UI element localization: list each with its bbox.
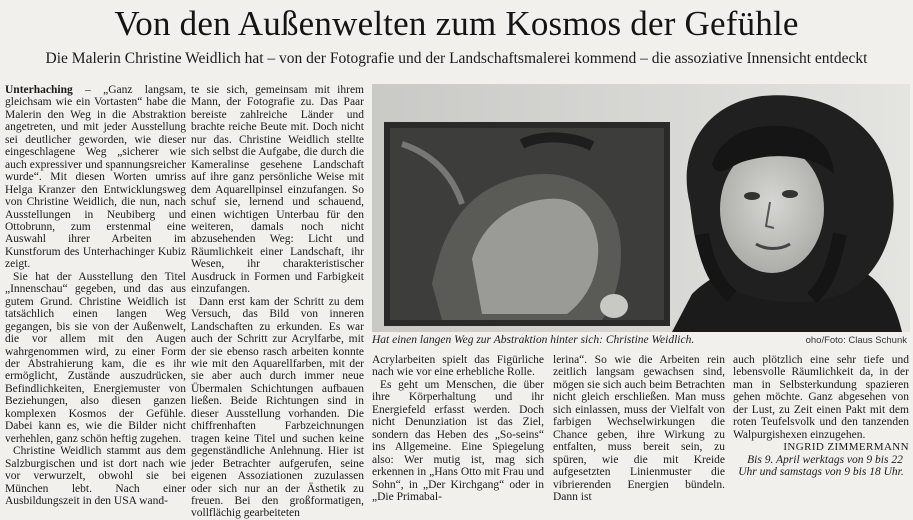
paragraph: auch plötzlich eine sehr tiefe und lebensvolle Räumlichkeit da, in der man in Selbsterkundung spazieren gehen möchte. Ganz abgesehen von der Lust, zu Zeit einen Pakt mit dem roten Teufelsvolk und den tanzenden Walpurgishexen einzugehen. (733, 354, 909, 441)
paragraph: Es geht um Menschen, die über ihre Körperhaltung und ihr Energiefeld erfasst werden. Doch nicht Denunziation ist das Ziel, sondern das Heben des „So-seins“ ins Allgemeine. Eine Spiegelung also: Wer mutig ist, mag sich erkennen in „Hans Otto mit Frau und Sohn“, in „Der Kirchgang“ oder in „Die Primabal- (372, 378, 544, 503)
subheadline: Die Malerin Christine Weidlich hat – von der Fotografie und der Landschaftsmalerei kommend – die assoziative Innensicht entdeckt (45, 50, 868, 67)
paragraph-text: – „Ganz langsam, gleichsam wie ein Vortasten“ habe die Malerin den Weg in die Abstraktion angetreten, und mit jeder Ausstellung sei deutlicher geworden, wie dieser eingeschlagene Weg „sicherer wie auch expressiver und spannungsreicher wurde“. Mit diesen Worten umriss Helga Kranzer den Entwicklungsweg von Christine Weidlich, die nun, nach Ausstellungen in Neubiberg und Ottobrunn, zum erstenmal eine Auswahl ihrer Arbeiten im Kunstforum des Unterhachinger Kubiz zeigt. (5, 84, 186, 271)
paragraph: lerina“. So wie die Arbeiten rein zeitlich langsam gewachsen sind, mögen sie sich auch beim Betrachten nicht gleich erschließen. Man muss sich einlassen, muss der Vielfalt von farbigen Wechselwirkungen die Chance geben, ihre Wirkung zu entfalten, muss bereit sein, zu spüren, wie die mit Kreide aufgesetzten Linienmuster die vibrierenden Energien bündeln. Dann ist (553, 354, 725, 503)
photo-caption: Hat einen langen Weg zur Abstraktion hinter sich: Christine Weidlich. (372, 334, 695, 346)
headline: Von den Außenwelten zum Kosmos der Gefühle (114, 4, 799, 43)
article-column-3 (372, 354, 544, 503)
article-column-2 (191, 84, 364, 520)
paragraph: Sie hat der Ausstellung den Titel „Innenschau“ gegeben, und das aus gutem Grund. Christine Weidlich ist tatsächlich einen langen Weg gegangen, bis sie von der Außenwelt, die vor allem mit den Augen wahrgenommen wird, zu einer Form der Abstrahierung kam, die es ihr ermöglicht, Zustände auszudrücken, Befindlichkeiten, Energiemuster von Beziehungen, also diesen ganzen komplexen Kosmos der Gefühle. Dabei kann es, wie die Bilder nicht verhehlen, ganz schön heftig zugehen. (5, 270, 186, 445)
article-column-1 (5, 84, 186, 507)
paragraph: te sie sich, gemeinsam mit ihrem Mann, der Fotografie zu. Das Paar bereiste zahlreiche Länder und brachte reiche Beute mit. Doch nicht nur das. Christine Weidlich stellte sich selbst die Aufgabe, die durch die Kameralinse gesehene Landschaft auf ihre ganz persönliche Weise mit dem Aquarellpinsel einzufangen. So schuf sie, lernend und schauend, einen wichtigen Unterbau für den weiteren, damals noch nicht abzusehenden Weg: Licht und Räumlichkeit einer Landschaft, ihr Wesen, ihr charakteristischer Ausdruck in Formen und Farbigkeit einzufangen. (191, 84, 364, 296)
article-column-4 (553, 354, 725, 503)
paragraph: Christine Weidlich stammt aus dem Salzburgischen und ist dort nach wie vor verwurzelt, obwohl sie bei München lebt. Nach einer Ausbildungszeit in den USA wand- (5, 445, 186, 507)
paragraph (5, 84, 186, 271)
article-column-5 (733, 354, 909, 479)
dateline: Unterhaching (5, 84, 73, 96)
photo-credit: oho/Foto: Claus Schunk (805, 335, 907, 346)
photo-illustration (372, 84, 910, 332)
article-photo (372, 84, 910, 332)
author-byline: INGRID ZIMMERMANN (783, 441, 909, 454)
paragraph: Acrylarbeiten spielt das Figürliche nach wie vor eine erhebliche Rolle. (372, 354, 544, 379)
paragraph: Dann erst kam der Schritt zu dem Versuch, das Bild von inneren Landschaften zu erkunden. Es war auch der Schritt zur Acrylfarbe, mit der sie ebenso rasch arbeiten konnte wie mit den Aquarellfarben, mit der sie aber auch durch immer neue Übermalen Schichtungen aufbauen ließen. Beide Richtungen sind in dieser Ausstellung vorhanden. Die chiffrenhaften Farbzeichnungen tragen keine Titel und suchen keine gegenständliche Anlehnung. Hier ist jeder Betrachter aufgerufen, seine eigenen Assoziationen zuzulassen oder sich nur an der Ästhetik zu freuen. Bei den großformatigen, vollflächig gearbeiteten (191, 295, 364, 520)
exhibition-hours-note: Bis 9. April werktags von 9 bis 22 Uhr und samstags von 9 bis 18 Uhr. (738, 453, 904, 479)
